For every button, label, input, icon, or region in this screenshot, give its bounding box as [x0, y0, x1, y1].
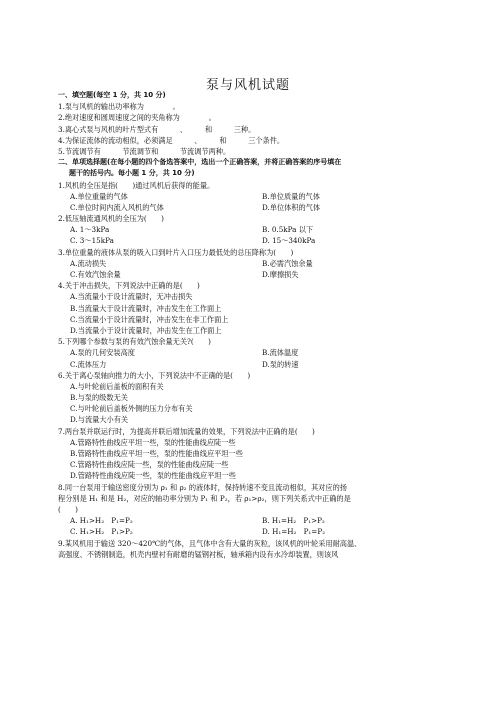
exam-content	[58, 90, 450, 560]
option-row	[58, 191, 450, 202]
option-row	[58, 235, 450, 246]
option-d: D.与流量大小有关	[70, 415, 129, 425]
option-c: C. H₁>H₂ P₁>P₂	[70, 527, 133, 537]
option-d: D.摩擦损失	[262, 270, 299, 279]
option-row	[58, 202, 450, 213]
option-b: B.单位质量的气体	[262, 191, 320, 201]
option-a: A.当流量小于设计流量时，无冲击损失	[70, 292, 193, 302]
question-stem: 4.关于冲击损失，下列说法中正确的是( )	[58, 281, 200, 291]
option-b: B. H₁=H₂ P₁>P₂	[262, 516, 325, 526]
question-stem-cont: 程分别是 H₁ 和是 H₂，对应的轴功率分别为 P₁ 和 P₂，若 ρ₁>ρ₂，则下列关系式中正确的是	[58, 493, 351, 503]
question-item: 2.绝对速度和圆周速度之间的夹角称为 。	[58, 113, 216, 123]
question-stem-cont: ( )	[58, 504, 78, 514]
option-c: C.单位时间内流入风机的气体	[70, 202, 164, 212]
question-stem: 7.两台泵并联运行时，为提高并联后增加流量的效果，下列说法中正确的是( )	[58, 426, 315, 436]
option-b: B.与泵的级数无关	[70, 393, 128, 403]
page-title: 泵与风机试题	[205, 78, 290, 93]
question-stem-cont: 高强度、不锈钢制造，机壳内壁衬有耐磨的锰钢衬板，轴承箱内设有水冷却装置，则该风	[58, 549, 339, 559]
option-row	[58, 515, 450, 526]
option-d: D.管路特性曲线应陡一些，泵的性能曲线应平坦一些	[70, 471, 236, 481]
option-a: A.流动损失	[70, 258, 107, 268]
option-a: A. 1～3kPa	[70, 225, 110, 235]
question-item: 3.离心式泵与风机的叶片型式有 、 和 三种。	[58, 124, 256, 134]
option-d: D.泵的转速	[262, 359, 299, 369]
option-row	[58, 269, 450, 280]
option-d: D. 15～340kPa	[262, 236, 316, 246]
option-b: B.当流量大于设计流量时，冲击发生在工作面上	[70, 303, 222, 313]
question-stem: 8.同一台泵用于输送密度分别为 ρ₁ 和 ρ₂ 的液体时，保持转速不变且流动相似，其对应的扬	[58, 482, 347, 492]
option-b: B. 0.5kPa 以下	[262, 225, 314, 235]
question-item: 1.泵与风机的输出功率称为 。	[58, 102, 180, 112]
option-a: A. H₁>H₂ P₁=P₂	[70, 516, 133, 526]
section-heading-choice: 二、单项选择题(在每小题的四个备选答案中，选出一个正确答案，并将正确答案的序号填在	[58, 158, 342, 167]
question-stem: 9.某风机用于输送 320～420℃的气体，且气体中含有大量的灰粒，该风机的叶轮采用耐高温、	[58, 538, 362, 548]
option-a: A.泵的几何安装高度	[70, 348, 135, 358]
option-c: C.与叶轮前后盖板外侧的压力分布有关	[70, 404, 193, 414]
option-d: D.当流量小于设计流量时，冲击发生在工作面上	[70, 325, 222, 335]
question-stem: 3.单位重量的液体从泵的吸入口到叶片入口压力最低处的总压降称为( )	[58, 247, 294, 257]
section-heading-choice-cont: 题干的括号内。每小题 1 分，共 10 分)	[69, 169, 195, 178]
question-stem: 6.关于离心泵轴向推力的大小，下列说法中不正确的是( )	[58, 370, 251, 380]
option-b: B.管路特性曲线应平坦一些，泵的性能曲线应平坦一些	[70, 449, 243, 458]
question-stem: 1.风机的全压是指( )通过风机后获得的能量。	[58, 180, 215, 190]
question-item: 5.节流调节有 节流调节和 节流调节两种。	[58, 146, 231, 156]
option-row	[58, 526, 450, 537]
option-b: B.流体温度	[262, 348, 299, 358]
option-a: A.管路特性曲线应平坦一些，泵的性能曲线应陡一些	[70, 437, 236, 447]
option-a: A.单位重量的气体	[70, 191, 128, 201]
option-c: C. 3～15kPa	[70, 236, 114, 246]
option-b: B.必需汽蚀余量	[262, 258, 313, 268]
option-c: C.管路特性曲线应陡一些，泵的性能曲线应陡一些	[70, 460, 229, 470]
option-d: D. H₁=H₂ P₁=P₂	[262, 527, 326, 537]
option-row	[58, 258, 450, 269]
option-c: C.当流量小于设计流量时，冲击发生在非工作面上	[70, 314, 229, 324]
option-row	[58, 347, 450, 358]
question-stem: 5.下列哪个参数与泵的有效汽蚀余量无关?( )	[58, 337, 211, 347]
option-row	[58, 359, 450, 370]
option-c: C.流体压力	[70, 359, 107, 369]
question-stem: 2.低压轴流通风机的全压为( )	[58, 214, 164, 224]
option-a: A.与叶轮前后盖板的面积有关	[70, 381, 164, 391]
section-heading-fill-in: 一、填空题(每空 1 分，共 10 分)	[58, 91, 166, 99]
option-c: C.有效汽蚀余量	[70, 270, 121, 279]
option-row	[58, 224, 450, 235]
option-d: D.单位体积的气体	[262, 202, 321, 212]
question-item: 4.为保证流体的流动相似，必须满足 、 和 三个条件。	[58, 135, 285, 145]
